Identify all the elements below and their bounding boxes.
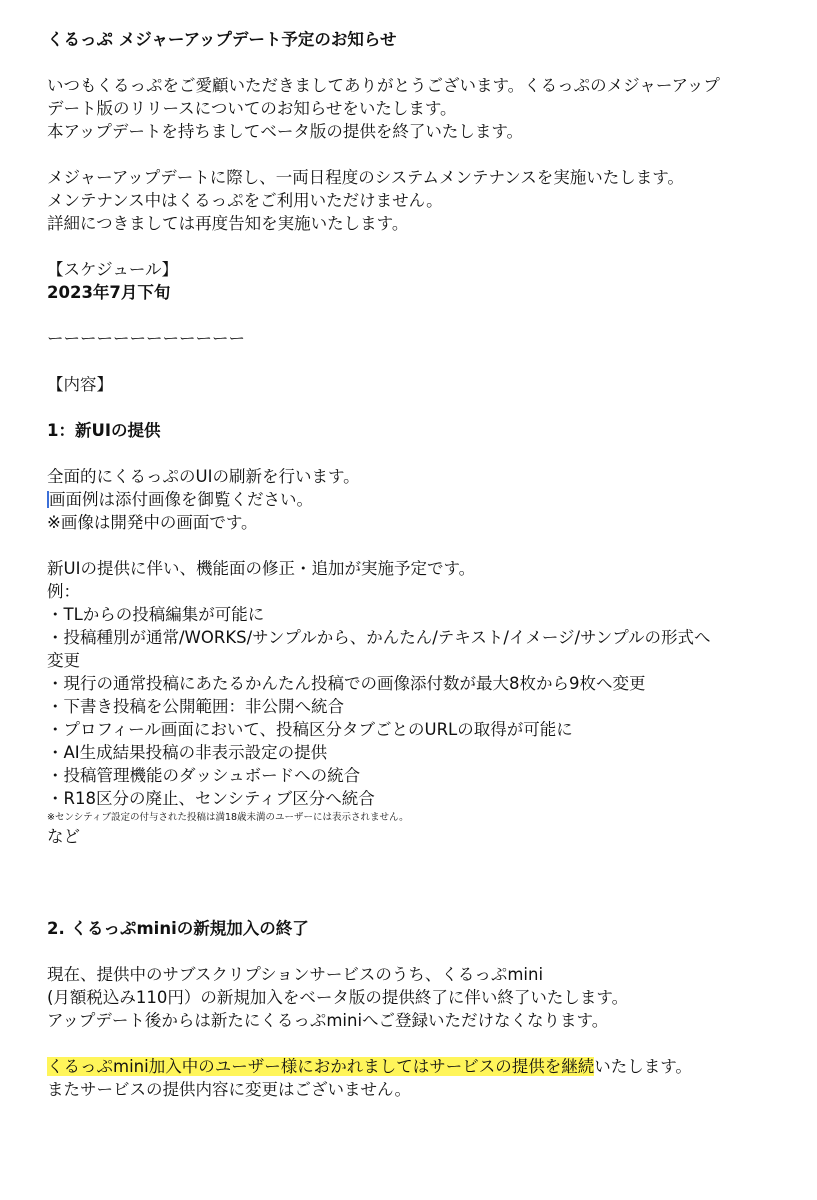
schedule-date: 2023年7月下旬 [47, 283, 171, 302]
intro-line: デート版のリリースについてのお知らせをいたします。 [47, 99, 457, 118]
intro-line: いつもくるっぷをご愛顧いただきましてありがとうございます。くるっぷのメジャーアップ [47, 76, 720, 95]
section1-paragraph-line: 全面的にくるっぷのUIの刷新を行います。 [47, 467, 360, 486]
intro-line: 本アップデートを持ちましてベータ版の提供を終了いたします。 [47, 122, 524, 141]
list-item: ・下書き投稿を公開範囲：非公開へ統合 [47, 697, 344, 716]
spacer [47, 534, 787, 557]
list-item: ・R18区分の廃止、センシティブ区分へ統合 [47, 789, 375, 808]
section2-heading: 2. くるっぷminiの新規加入の終了 [47, 919, 309, 938]
spacer [47, 143, 787, 166]
schedule-heading: 【スケジュール】 [47, 260, 179, 279]
section1-paragraph-line: ※画像は開発中の画面です。 [47, 513, 258, 532]
section1-paragraph-line[interactable] [47, 488, 787, 511]
section1-lead: 新UIの提供に伴い、機能面の修正・追加が実施予定です。 [47, 559, 476, 578]
contents-heading: 【内容】 [47, 375, 113, 394]
closing-line: またサービスの提供内容に変更はございません。 [47, 1080, 411, 1099]
list-item: ・AI生成結果投稿の非表示設定の提供 [47, 743, 328, 762]
spacer [47, 1032, 787, 1055]
list-item: ・TLからの投稿編集が可能に [47, 605, 265, 624]
example-label: 例： [47, 582, 80, 601]
spacer [47, 848, 787, 917]
document-title: くるっぷ メジャーアップデート予定のお知らせ [47, 30, 397, 49]
spacer [47, 940, 787, 963]
spacer [47, 442, 787, 465]
spacer [47, 235, 787, 258]
section2-paragraph-line: アップデート後からは新たにくるっぷminiへご登録いただけなくなります。 [47, 1011, 609, 1030]
spacer [47, 396, 787, 419]
spacer [47, 51, 787, 74]
section2-paragraph-line: (月額税込み110円）の新規加入をベータ版の提供終了に伴い終了いたします。 [47, 988, 629, 1007]
highlight-rest-text: いたします。 [594, 1057, 692, 1076]
section1-paragraph-text: 画面例は添付画像を御覧ください。 [49, 490, 313, 509]
divider-line: ーーーーーーーーーーーー [47, 329, 245, 348]
maintenance-line: 詳細につきましては再度告知を実施いたします。 [47, 214, 409, 233]
spacer [47, 350, 787, 373]
sensitive-note: ※センシティブ設定の付与された投稿は満18歳未満のユーザーには表示されません。 [47, 812, 409, 823]
list-item: ・プロフィール画面において、投稿区分タブごとのURLの取得が可能に [47, 720, 573, 739]
maintenance-line: メンテナンス中はくるっぷをご利用いただけません。 [47, 191, 443, 210]
list-item: 変更 [47, 651, 80, 670]
section2-paragraph-line: 現在、提供中のサブスクリプションサービスのうち、くるっぷmini [47, 965, 544, 984]
announcement-document [47, 28, 787, 1101]
list-item: ・現行の通常投稿にあたるかんたん投稿での画像添付数が最大8枚から9枚へ変更 [47, 674, 646, 693]
list-item: ・投稿管理機能のダッシュボードへの統合 [47, 766, 361, 785]
etc-text: など [47, 827, 80, 846]
highlighted-text: くるっぷmini加入中のユーザー様におかれましてはサービスの提供を継続 [47, 1057, 595, 1076]
list-item: ・投稿種別が通常/WORKS/サンプルから、かんたん/テキスト/イメージ/サンプルの形式へ [47, 628, 711, 647]
section1-heading: 1：新UIの提供 [47, 421, 161, 440]
highlighted-line [47, 1055, 787, 1078]
maintenance-line: メジャーアップデートに際し、一両日程度のシステムメンテナンスを実施いたします。 [47, 168, 684, 187]
spacer [47, 304, 787, 327]
